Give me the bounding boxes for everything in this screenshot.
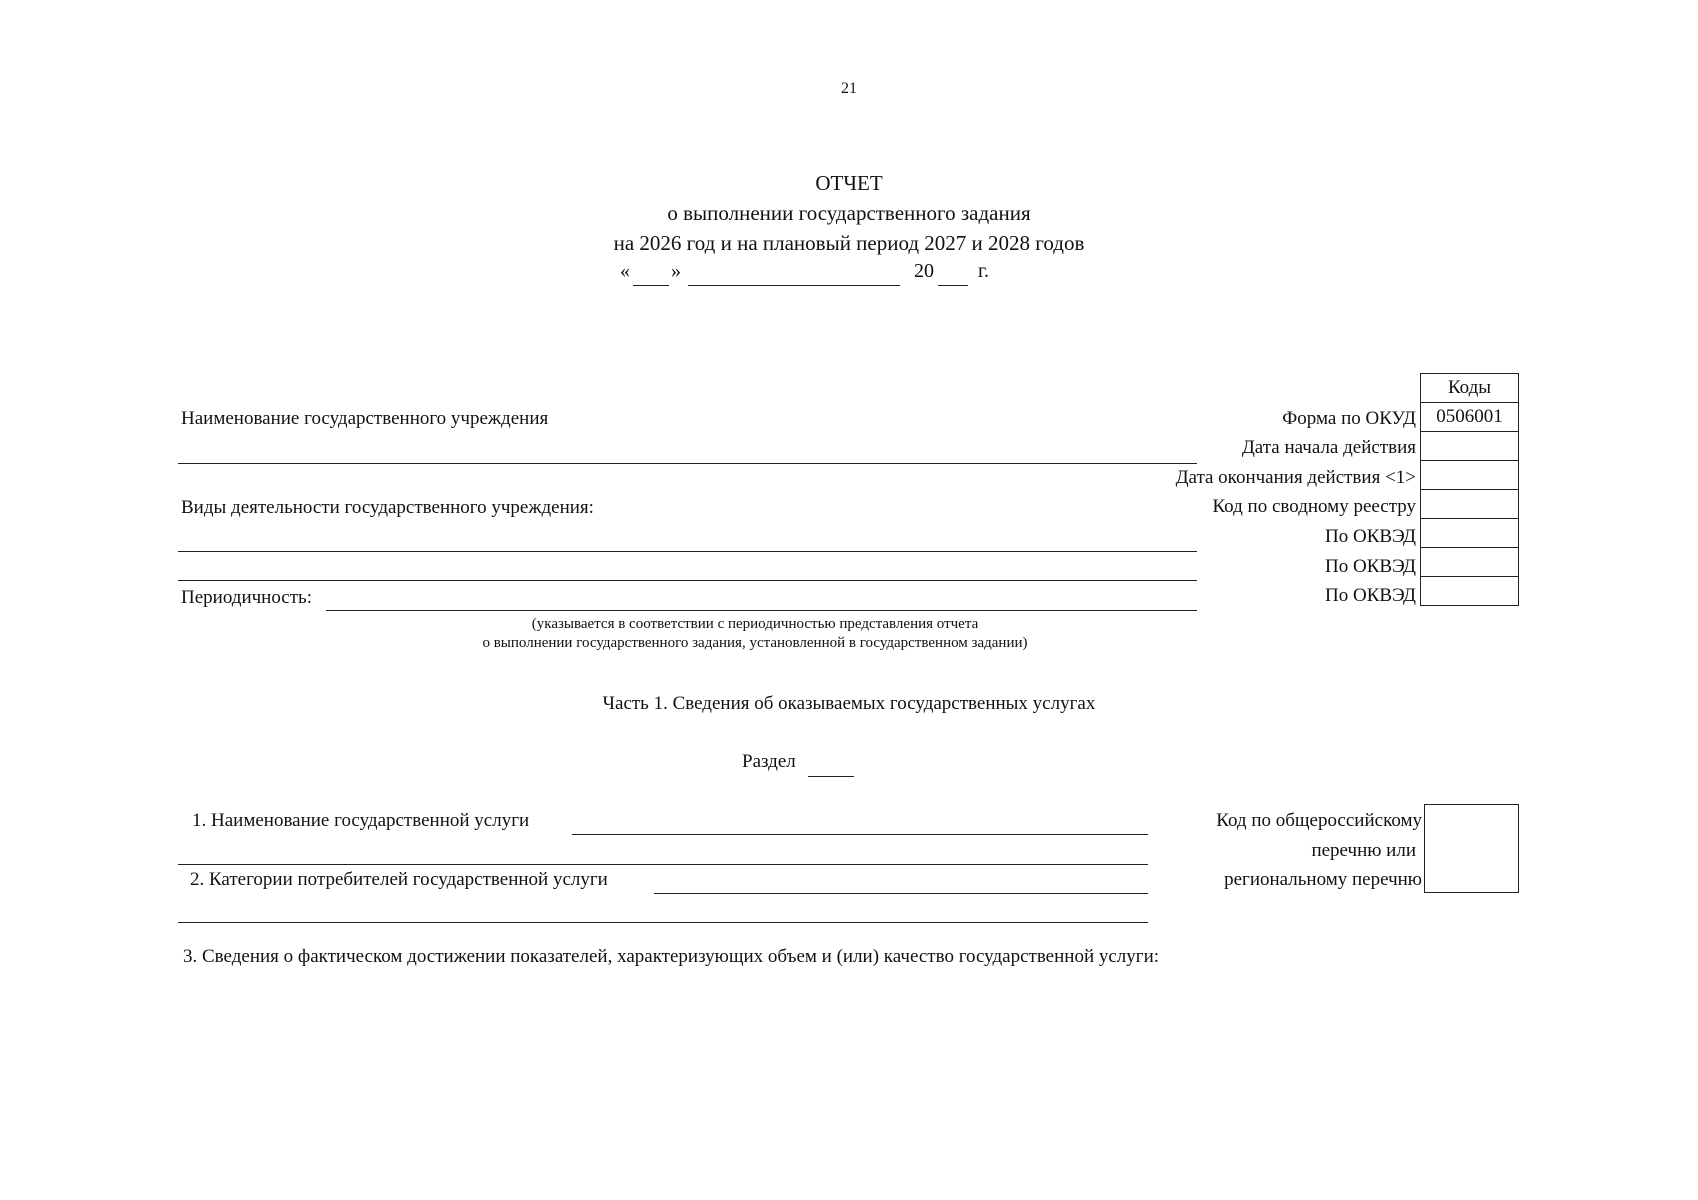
periodicity-note-2: о выполнении государственного задания, установленной в государственном задании) <box>482 635 1028 651</box>
consumers-field[interactable] <box>654 893 1148 894</box>
date-year-suffix: г. <box>978 260 989 282</box>
section-number-field[interactable] <box>808 776 854 777</box>
activity-types-label: Виды деятельности государственного учреждения: <box>181 497 594 518</box>
date-month-field[interactable] <box>688 285 900 286</box>
code-okved-3[interactable] <box>1421 577 1519 606</box>
periodicity-field[interactable] <box>326 610 1197 611</box>
date-close-quote: » <box>671 260 681 282</box>
report-subtitle: о выполнении государственного задания <box>667 201 1031 225</box>
part1-heading: Часть 1. Сведения об оказываемых государственных услугах <box>602 693 1096 714</box>
activity-types-field-1[interactable] <box>178 551 1197 552</box>
registry-code-label-2: перечню или <box>1311 840 1416 861</box>
consumers-label: 2. Категории потребителей государственной услуги <box>190 869 608 890</box>
codes-header: Коды <box>1421 374 1519 403</box>
report-title-block <box>0 168 1698 258</box>
report-period: на 2026 год и на плановый период 2027 и 2028 годов <box>613 231 1085 255</box>
registry-code-box[interactable] <box>1424 804 1519 893</box>
codes-label-end-date: Дата окончания действия <1> <box>1175 467 1416 488</box>
date-open-quote: « <box>620 260 630 282</box>
codes-label-start-date: Дата начала действия <box>1241 437 1416 458</box>
codes-label-okved-3: По ОКВЭД <box>1325 585 1416 606</box>
codes-label-okved-2: По ОКВЭД <box>1325 556 1416 577</box>
page-number: 21 <box>841 80 857 97</box>
code-registry[interactable] <box>1421 490 1519 519</box>
date-year-prefix: 20 <box>914 260 934 282</box>
codes-table <box>1420 373 1519 606</box>
code-okud[interactable]: 0506001 <box>1421 403 1519 432</box>
activity-types-field-2[interactable] <box>178 580 1197 581</box>
service-name-label: 1. Наименование государственной услуги <box>192 810 530 831</box>
code-start-date[interactable] <box>1421 432 1519 461</box>
date-day-field[interactable] <box>633 285 669 286</box>
consumers-field-2[interactable] <box>178 922 1148 923</box>
codes-label-registry: Код по сводному реестру <box>1212 496 1416 517</box>
date-year-field[interactable] <box>938 285 968 286</box>
report-title: ОТЧЕТ <box>815 171 883 195</box>
institution-name-label: Наименование государственного учреждения <box>181 408 549 429</box>
institution-name-field[interactable] <box>178 463 1197 464</box>
codes-label-okud: Форма по ОКУД <box>1282 408 1416 429</box>
registry-code-label-3: региональному перечню <box>1224 869 1422 890</box>
code-end-date[interactable] <box>1421 461 1519 490</box>
section-label: Раздел <box>742 751 796 772</box>
code-okved-1[interactable] <box>1421 519 1519 548</box>
indicators-label: 3. Сведения о фактическом достижении показателей, характеризующих объем и (или) качество государственной услуги: <box>183 946 1160 967</box>
service-name-field-2[interactable] <box>178 864 1148 865</box>
registry-code-label-1: Код по общероссийскому <box>1216 810 1422 831</box>
codes-label-okved-1: По ОКВЭД <box>1325 526 1416 547</box>
service-name-field[interactable] <box>572 834 1148 835</box>
code-okved-2[interactable] <box>1421 548 1519 577</box>
periodicity-note-1: (указывается в соответствии с периодичностью представления отчета <box>531 616 979 632</box>
periodicity-label: Периодичность: <box>181 587 312 608</box>
